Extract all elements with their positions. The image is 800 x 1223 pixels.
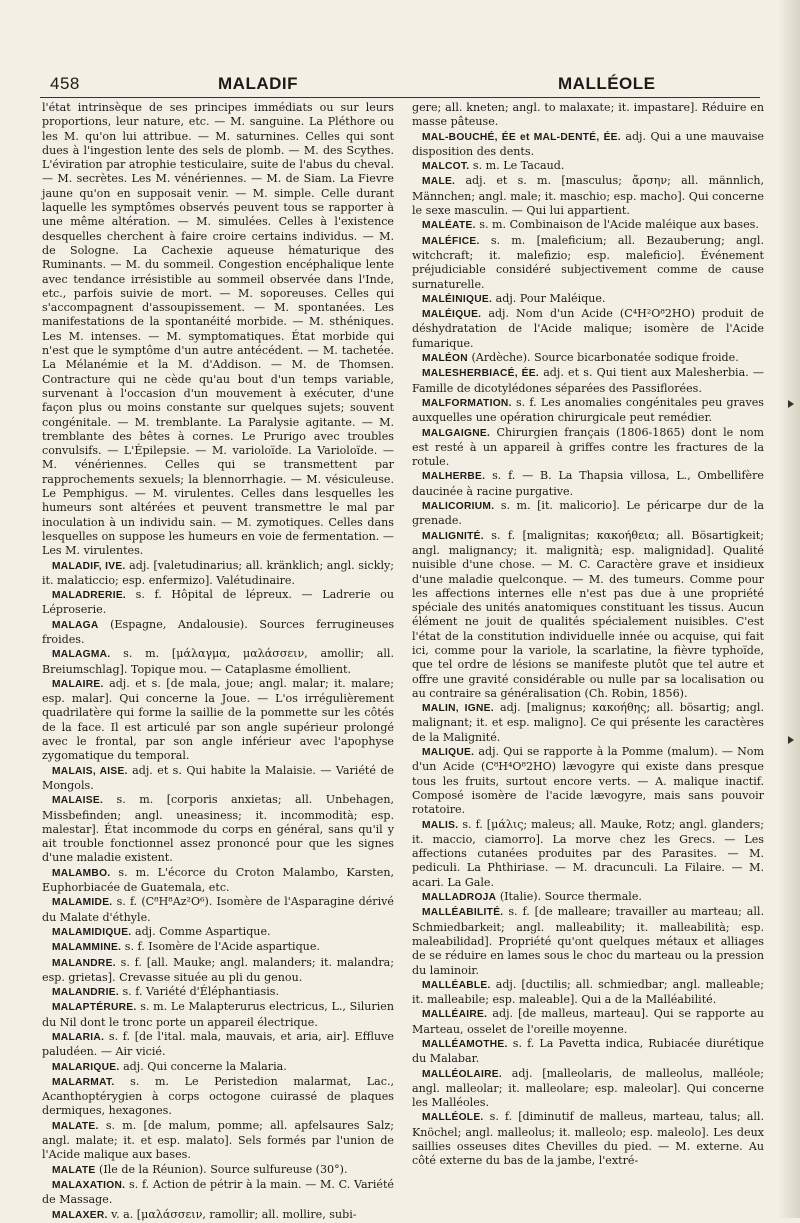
entry-headword: MALAMIDE.	[52, 897, 113, 909]
entry-text: gere; all. kneten; angl. to malaxate; it. impastare]. Réduire en masse pâteuse.	[412, 101, 764, 129]
dictionary-entry	[412, 978, 764, 1008]
entry-text: s. m. Combinaison de l'Acide maléique aux bases.	[479, 218, 759, 232]
dictionary-entry	[412, 351, 764, 366]
entry-text: adj. Pour Maléique.	[495, 291, 606, 305]
entry-headword: MALLÉABILITÉ.	[422, 907, 504, 919]
entry-headword: MALADIF, IVE.	[52, 560, 126, 572]
entry-text: adj. [valetudinarius; all. kränklich; angl. sickly; it. malaticcio; esp. enfermizo]. Valétudinaire.	[42, 558, 395, 587]
entry-text: adj. [malleolaris, de malleolus, malléole; angl. malleolar; it. malleolare; esp. maleolar]. Qui concerne les Malléoles.	[412, 1066, 764, 1110]
dictionary-entry	[412, 234, 764, 292]
entry-headword: MAL-BOUCHÉ, ÉE et MAL-DENTÉ, ÉE.	[422, 131, 621, 143]
entry-headword: MALCOT.	[422, 161, 470, 173]
right-running-head: MALLÉOLE	[558, 74, 656, 93]
entry-text: Chirurgien français (1806-1865) dont le nom est resté à un appareil à griffes contre les fractures de la rotule.	[412, 425, 765, 469]
entry-headword: MALAIS, AISE.	[52, 765, 128, 777]
dictionary-entry	[412, 130, 764, 160]
dictionary-entry	[42, 647, 394, 677]
dictionary-entry	[412, 701, 764, 745]
entry-text: s. f. Les anomalies congénitales peu graves auxquelles une opération chirurgicale peut remédier.	[412, 395, 764, 425]
entry-text: adj. Qui a une mauvaise disposition des dents.	[412, 129, 764, 158]
entry-text: (Ardèche). Source bicarbonatée sodique froide.	[471, 351, 739, 365]
entry-headword: MALICORIUM.	[422, 501, 495, 513]
entry-text: s. f. [μάλις; maleus; all. Mauke, Rotz; angl. glanders; it. maccio, ciamorro]. La morve chez les Grecs. — Les affections cutanées produites par des Parasites. — M. pediculi. La Phthiriase. — M. dracunculi. La Filaire. — M. acari. La Gale.	[412, 817, 764, 889]
dictionary-entry	[42, 793, 394, 865]
page-header	[28, 70, 768, 100]
dictionary-entry	[42, 677, 394, 764]
dictionary-entry	[42, 940, 394, 955]
entry-text: v. a. [μαλάσσειν, ramollir; all. mollire, subi-	[111, 1207, 357, 1221]
entry-headword: MALÉINIQUE.	[422, 293, 493, 305]
dictionary-entry	[42, 956, 394, 986]
entry-headword: MALIQUE.	[422, 747, 475, 759]
dictionary-entry	[42, 1119, 394, 1163]
entry-text: s. m. [it. malicorio]. Le péricarpe dur de la grenade.	[412, 499, 764, 528]
entry-text: s. f. [malignitas; κακοήθεια; all. Bösartigkeit; angl. malignancy; it. malignità; esp. malignidad]. Qualité nuisible d'une chose. — M. C. Caractère grave et insidieux d'une maladie quelconque. — M. des tumeurs. Comme pour les affections internes elle n'est pas due à une propriété spéciale des unités anatomiques constituant les tissus. Aucun élément ne jouit de qualités spécialement nuisibles. C'est l'état de la constitution individuelle innée ou acquise, qui fait ici, comme pour la variole, la scarlatine, la fièvre typhoïde, que tel ordre de lésions se manifeste plutôt que tel autre et offre une gravité considérable ou nulle par sa localisation ou au contraire sa généralisation (Ch. Robin, 1856).	[412, 528, 764, 700]
entry-headword: MALADRERIE.	[52, 590, 127, 602]
dictionary-entry	[412, 469, 764, 499]
entry-text: l'état intrinsèque de ses principes immédiats ou sur leurs proportions, leur nature, etc. — M. sanguine. La Pléthore ou les M. qu'on lui attribue. — M. saturnines. Celles qui sont dues à l'ingestion lente des sels de plomb. — M. des Scythes. L'éviration par atrophie testiculaire, suite de l'abus du cheval. — M. secrètes. Les M. vénériennes. — M. de Siam. La Fievre jaune qu'on en supposait venir. — M. simple. Celle durant laquelle les symptômes observés peuvent tous se rapporter à une même altération. — M. simulées. Celles à l'existence desquelles cherchent à faire croire certains individus. — M. de Sologne. La Cachexie aqueuse hématurique des Ruminants. — M. du sommeil. Congestion encéphalique lente avec tendance irrésistible au sommeil observée dans l'Inde, etc., parfois suivie de mort. — M. soporeuses. Celles qui s'accompagnent d'assoupissement. — M. spontanées. Les manifestations de la spontanéité morbide. — M. sthéniques. Les M. intenses. — M. symptomatiques. État morbide qui n'est que le symptôme d'un autre antécédent. — M. tachetée. La Mélanémie et la M. d'Addison. — M. de Thomsen. Contracture qui ne cède qu'au bout d'un temps variable, survenant à l'occasion d'un mouvement à exécuter, d'une façon plus ou moins constante sur quelques sujets; souvent congénitale. — M. tremblante. La Paralysie agitante. — M. tremblante des bêtes à cornes. Le Prurigo avec troubles convulsifs. — L'Épilepsie. — M. varioloïde. La Varioloïde. — M. vénériennes. Celles qui se transmettent par rapprochements sexuels; la blennorrhagie. — M. vésiculeuse. Le Pemphigus. — M. virulentes. Celles dans lesquelles les humeurs sont altérées et peuvent transmettre le mal par inoculation à un individu sain. — M. zymotiques. Celles dans lesquelles on suppose les humeurs en voie de fermentation. — Les M. virulentes.	[42, 101, 394, 558]
entry-text: adj. et s. [de mala, joue; angl. malar; it. malare; esp. malar]. Qui concerne la Joue. — L'os irrégulièrement quadrilatère qui forme la saillie de la pommette sur les côtés de la face. Il est articulé par son angle supérieur prolongé avec le frontal, par son angle inférieur avec l'apophyse zygomatique du temporal.	[42, 676, 394, 763]
entry-text: adj. et s. Qui tient aux Malesherbia. — Famille de dicotylédones séparées des Passiflorées.	[412, 366, 765, 395]
dictionary-entry	[42, 895, 394, 925]
dictionary-entry	[412, 366, 764, 396]
dictionary-entry	[42, 985, 394, 1000]
entry-headword: MALGAIGNE.	[422, 427, 491, 439]
entry-headword: MALAXATION.	[52, 1179, 126, 1191]
dictionary-entry	[412, 1007, 764, 1037]
entry-headword: MALLÉAMOTHE.	[422, 1039, 508, 1050]
entry-text: adj. [de malleus, marteau]. Qui se rapporte au Marteau, osselet de l'oreille moyenne.	[412, 1007, 765, 1036]
left-running-head: MALADIF	[218, 74, 298, 93]
entry-headword: MALANDRIE.	[52, 987, 119, 999]
entry-text: s. f. — B. La Thapsia villosa, L., Ombellifère daucinée à racine purgative.	[412, 469, 764, 498]
dictionary-entry	[42, 925, 394, 940]
dictionary-entry	[412, 396, 764, 426]
entry-headword: MALFORMATION.	[422, 397, 512, 409]
entry-text: (Espagne, Andalousie). Sources ferrugineuses froides.	[42, 617, 395, 646]
entry-text: (Italie). Source thermale.	[499, 890, 642, 904]
dictionary-entry	[42, 1208, 394, 1223]
dictionary-entry	[412, 292, 764, 307]
dictionary-entry	[412, 1037, 764, 1067]
dictionary-entry	[42, 588, 394, 618]
dictionary-entry	[412, 174, 764, 218]
entry-headword: MALLÉAIRE.	[422, 1009, 488, 1021]
entry-text: s. m. [μάλαγμα, μαλάσσειν, amollir; all. Breiumschlag]. Topique mou. — Cataplasme émollient.	[42, 647, 395, 676]
entry-text: adj. et s. m. [masculus; ἄρσην; all. männlich, Männchen; angl. male; it. maschio; esp. macho]. Qui concerne le sexe masculin. — Qui lui appartient.	[412, 174, 764, 218]
left-column	[42, 101, 395, 1221]
entry-text: s. m. [corporis anxietas; all. Unbehagen, Missbefinden; angl. uneasiness; it. incommodità; esp. malestar]. État incommode du corps en général, sans qu'il y ait trouble fonctionnel assez prononcé pour que les signes d'une maladie existent.	[42, 793, 394, 865]
entry-text: s. m. Le Tacaud.	[472, 159, 565, 173]
margin-arrow-icon	[788, 736, 794, 744]
entry-headword: MALÉON	[422, 353, 468, 365]
entry-headword: MALLÉOLAIRE.	[422, 1068, 503, 1080]
entry-headword: MALAMMINE.	[52, 942, 122, 954]
dictionary-entry	[412, 818, 764, 890]
entry-text: s. f. Action de pétrir à la main. — M. C. Variété de Massage.	[42, 1177, 394, 1207]
dictionary-entry	[42, 1060, 394, 1075]
dictionary-entry	[412, 1067, 764, 1111]
dictionary-entry	[42, 1163, 394, 1178]
entry-headword: MALÉIQUE.	[422, 309, 482, 321]
entry-text: adj. et s. Qui habite la Malaisie. — Variété de Mongols.	[42, 763, 394, 792]
entry-headword: MALATE	[52, 1164, 96, 1176]
entry-text: adj. Qui se rapporte à la Pomme (malum). — Nom d'un Acide (C⁸H⁴O⁸2HO) lævogyre qui existe dans presque tous les fruits, surtout encore verts. — A. malique inactif. Composé isomère de l'acide lævogyre, mais sans pouvoir rotatoire.	[412, 745, 764, 817]
dictionary-entry	[412, 426, 764, 470]
entry-text: s. m. L'écorce du Croton Malambo, Karsten, Euphorbiacée de Guatemala, etc.	[42, 865, 395, 895]
entry-headword: MALAGMA.	[52, 649, 111, 661]
entry-text: s. f. Hôpital de lépreux. — Ladrerie ou Léproserie.	[42, 588, 395, 617]
entry-text: s. m. [de malum, pomme; all. apfelsaures Salz; angl. malate; it. et esp. malato]. Sels formés par l'union de l'Acide malique aux bases.	[42, 1118, 394, 1162]
entry-text: s. m. Le Peristedion malarmat, Lac., Acanthoptérygien à corps octogone cuirassé de plaques dermiques, hexagones.	[42, 1074, 395, 1118]
entry-text: s. f. Isomère de l'Acide aspartique.	[124, 940, 320, 954]
dictionary-entry	[42, 618, 394, 648]
entry-text: s. m. [maleficium; all. Bezauberung; angl. witchcraft; it. malefizio; esp. maleficio]. Événement préjudiciable considéré subjectivement comme de cause surnaturelle.	[412, 233, 764, 291]
entry-headword: MALIS.	[422, 819, 459, 831]
entry-text: adj. [ductilis; all. schmiedbar; angl. malleable; it. malleabile; esp. maleable]. Qui a de la Malléabilité.	[412, 977, 764, 1007]
entry-text: adj. Nom d'un Acide (C⁴H²O⁸2HO) produit de déshydratation de l'Acide malique; isomère de l'Acide fumarique.	[412, 307, 765, 350]
dictionary-entry	[412, 745, 764, 817]
entry-headword: MALIGNITÉ.	[422, 530, 484, 542]
entry-headword: MALAMBO.	[52, 867, 111, 879]
entry-headword: MALAISE.	[52, 795, 104, 807]
entry-headword: MALE.	[422, 176, 456, 188]
dictionary-entry	[42, 559, 394, 589]
entry-text: adj. Qui concerne la Malaria.	[123, 1059, 287, 1073]
entry-headword: MALLÉOLE.	[422, 1112, 484, 1124]
entry-headword: MALIN, IGNE.	[422, 703, 494, 715]
entry-headword: MALAMIDIQUE.	[52, 926, 132, 938]
entry-headword: MALÉATE.	[422, 220, 476, 232]
entry-headword: MALAGA	[52, 619, 99, 631]
dictionary-entry	[412, 499, 764, 529]
entry-headword: MALAXER.	[52, 1209, 108, 1221]
dictionary-entry	[42, 764, 394, 794]
dictionary-entry	[42, 1178, 394, 1208]
entry-text: s. m. Le Malapterurus electricus, L., Silurien du Nil dont le tronc porte un appareil électrique.	[42, 1000, 394, 1029]
right-column	[412, 101, 764, 1181]
dictionary-entry	[42, 866, 394, 896]
entry-text: adj. Comme Aspartique.	[134, 924, 271, 938]
entry-text: s. f. [de l'ital. mala, mauvais, et aria, air]. Effluve paludéen. — Air vicié.	[42, 1030, 394, 1059]
dictionary-entry	[412, 159, 764, 174]
entry-headword: MALAIRE.	[52, 678, 104, 690]
dictionary-entry	[412, 307, 764, 351]
dictionary-entry	[412, 1110, 764, 1168]
entry-headword: MALARIQUE.	[52, 1061, 120, 1073]
entry-text: s. f. Variété d'Éléphantiasis.	[122, 985, 280, 999]
dictionary-entry	[42, 101, 394, 559]
header-rule	[40, 97, 760, 98]
entry-headword: MALÉFICE.	[422, 235, 480, 247]
entry-headword: MALAPTÉRURE.	[52, 1002, 137, 1014]
entry-headword: MALHERBE.	[422, 471, 486, 483]
entry-text: s. f. [de malleare; travailler au marteau; all. Schmiedbarkeit; angl. malleability; it. malleabilità; esp. maleabilidad]. Propriété qu'ont quelques métaux et alliages de se réduire en lames sous le choc du marteau ou la pression du laminoir.	[412, 905, 764, 977]
dictionary-entry	[412, 218, 764, 233]
entry-headword: MALESHERBIACÉ, ÉE.	[422, 368, 539, 380]
entry-headword: MALLADROJA	[422, 892, 497, 904]
entry-text: adj. [malignus; κακοήθης; all. bösartig; angl. malignant; it. et esp. maligno]. Ce qui présente les caractères de la Malignité.	[412, 701, 764, 744]
entry-headword: MALARIA.	[52, 1032, 105, 1043]
dictionary-entry	[412, 890, 764, 905]
entry-headword: MALLÉABLE.	[422, 979, 491, 991]
dictionary-entry	[42, 1075, 394, 1119]
dictionary-entry	[42, 1000, 394, 1030]
entry-headword: MALANDRE.	[52, 957, 116, 969]
dictionary-entry	[412, 905, 764, 977]
entry-text: s. f. La Pavetta indica, Rubiacée diurétique du Malabar.	[412, 1037, 764, 1066]
entry-text: s. f. [diminutif de malleus, marteau, talus; all. Knöchel; angl. malleolus; it. malleolo; esp. maleolo]. Les deux saillies osseuses dites Chevilles du pied. — M. externe. Au côté externe du bas de la jambe, l'extré-	[412, 1110, 765, 1168]
entry-text: s. f. [all. Mauke; angl. malanders; it. malandra; esp. grietas]. Crevasse située au pli du genou.	[42, 955, 394, 984]
entry-text: (Ile de la Réunion). Source sulfureuse (30°).	[99, 1162, 348, 1176]
margin-arrow-icon	[788, 400, 794, 408]
dictionary-entry	[412, 101, 764, 130]
dictionary-entry	[412, 529, 764, 702]
page-number: 458	[50, 74, 80, 93]
entry-headword: MALARMAT.	[52, 1076, 115, 1088]
entry-headword: MALATE.	[52, 1120, 99, 1132]
entry-text: s. f. (C⁸H⁸Az²O⁶). Isomère de l'Asparagine dérivé du Malate d'éthyle.	[42, 895, 394, 924]
page-edge-shadow	[778, 0, 800, 1218]
dictionary-entry	[42, 1030, 394, 1060]
